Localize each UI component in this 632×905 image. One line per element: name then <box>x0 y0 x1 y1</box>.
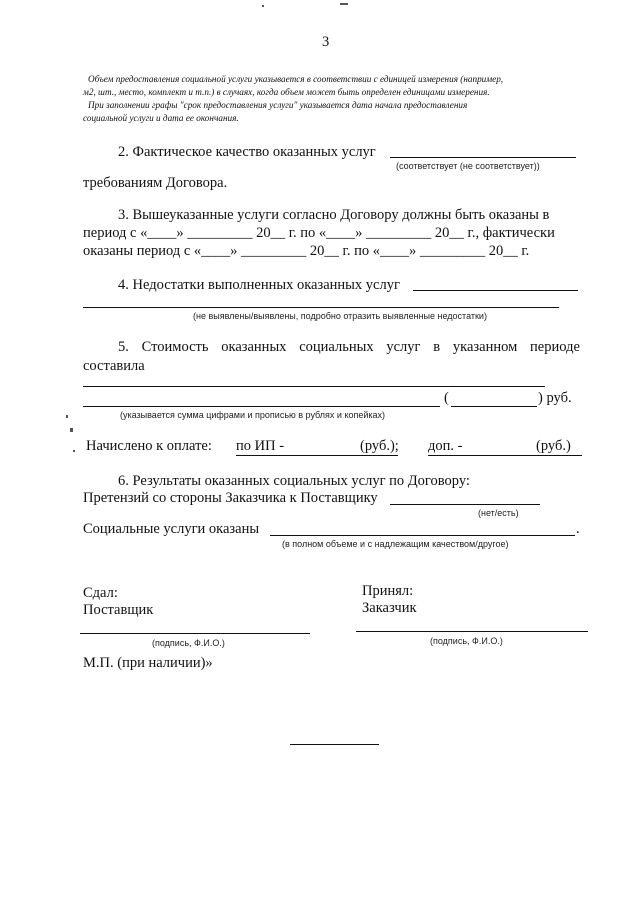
scan-speck <box>66 415 68 418</box>
scan-speck <box>262 5 264 7</box>
quality-hint: (соответствует (не соответствует)) <box>396 161 540 171</box>
quality-label: 2. Фактическое качество оказанных услуг <box>118 144 376 160</box>
scan-speck <box>70 428 73 432</box>
cost-continuation: составила <box>83 358 145 374</box>
rendered-hint: (в полном объеме и с надлежащим качеством/другое) <box>282 539 509 549</box>
period-line: 3. Вышеуказанные услуги согласно Договору должны быть оказаны в <box>118 207 550 223</box>
cost-paren-line[interactable] <box>451 406 537 407</box>
cost-field-line[interactable] <box>83 386 545 387</box>
cost-paren-close: ) руб. <box>538 390 572 406</box>
end-separator <box>290 744 379 745</box>
defects-hint: (не выявлены/выявлены, подробно отразить выявленные недостатки) <box>193 311 487 321</box>
period-line: период с «____» _________ 20__ г. по «____» _________ 20__ г., фактически <box>83 225 555 241</box>
right-sign-role: Заказчик <box>362 600 417 616</box>
cost-word: оказанных <box>221 339 287 355</box>
cost-word: периоде <box>530 339 580 355</box>
claims-field-line[interactable] <box>390 504 540 505</box>
cost-word: 5. <box>118 339 129 355</box>
note-line: м2, шт., место, комплект и т.п.) в случаях, когда объем может быть определен единицами измерения. <box>83 87 490 97</box>
charged-dop-line[interactable] <box>428 455 582 456</box>
defects-label: 4. Недостатки выполненных оказанных услуг <box>118 277 400 293</box>
rendered-label: Социальные услуги оказаны <box>83 521 260 537</box>
charged-rub2: (руб.) <box>536 438 571 454</box>
period-line: оказаны период с «____» _________ 20__ г. по «____» _________ 20__ г. <box>83 243 530 259</box>
page-number: 3 <box>322 34 330 50</box>
cost-word: указанном <box>452 339 518 355</box>
cost-hint: (указывается сумма цифрами и прописью в рублях и копейках) <box>120 410 386 420</box>
quality-continuation: требованиям Договора. <box>83 175 228 191</box>
right-signature-line[interactable] <box>356 631 588 632</box>
rendered-end: . <box>576 521 580 537</box>
left-sign-hint: (подпись, Ф.И.О.) <box>152 638 225 648</box>
scan-speck <box>340 3 348 5</box>
defects-field-line[interactable] <box>413 290 578 291</box>
right-sign-hint: (подпись, Ф.И.О.) <box>430 636 503 646</box>
note-line: социальной услуги и дата ее окончания. <box>83 113 239 123</box>
left-signature-line[interactable] <box>80 633 310 634</box>
note-line: При заполнении графы "срок предоставления услуги" указывается дата начала предоставления <box>88 100 468 110</box>
left-sign-title: Сдал: <box>83 585 118 601</box>
cost-paren-open: ( <box>444 390 449 406</box>
right-sign-title: Принял: <box>362 583 414 599</box>
stamp-label: М.П. (при наличии)» <box>83 655 213 671</box>
cost-word: социальных <box>299 339 374 355</box>
scan-speck <box>73 450 75 452</box>
note-line: Объем предоставления социальной услуги указывается в соответствии с единицей измерения (например, <box>88 74 504 84</box>
rendered-field-line[interactable] <box>270 535 575 536</box>
defects-field-line[interactable] <box>83 307 559 308</box>
results-heading: 6. Результаты оказанных социальных услуг по Договору: <box>118 473 470 489</box>
left-sign-role: Поставщик <box>83 602 154 618</box>
charged-dop: доп. - <box>428 438 463 454</box>
charged-label: Начислено к оплате: <box>86 438 212 454</box>
cost-word: в <box>433 339 441 355</box>
cost-word: услуг <box>386 339 421 355</box>
claims-hint: (нет/есть) <box>478 508 519 518</box>
cost-word: Стоимость <box>141 339 209 355</box>
claims-label: Претензий со стороны Заказчика к Поставщику <box>83 490 378 506</box>
charged-rub1: (руб.); <box>360 438 399 454</box>
charged-ip: по ИП - <box>236 438 285 454</box>
cost-line <box>118 339 580 356</box>
charged-ip-line[interactable] <box>236 455 398 456</box>
cost-amount-line[interactable] <box>83 406 440 407</box>
quality-field-line[interactable] <box>390 157 576 158</box>
